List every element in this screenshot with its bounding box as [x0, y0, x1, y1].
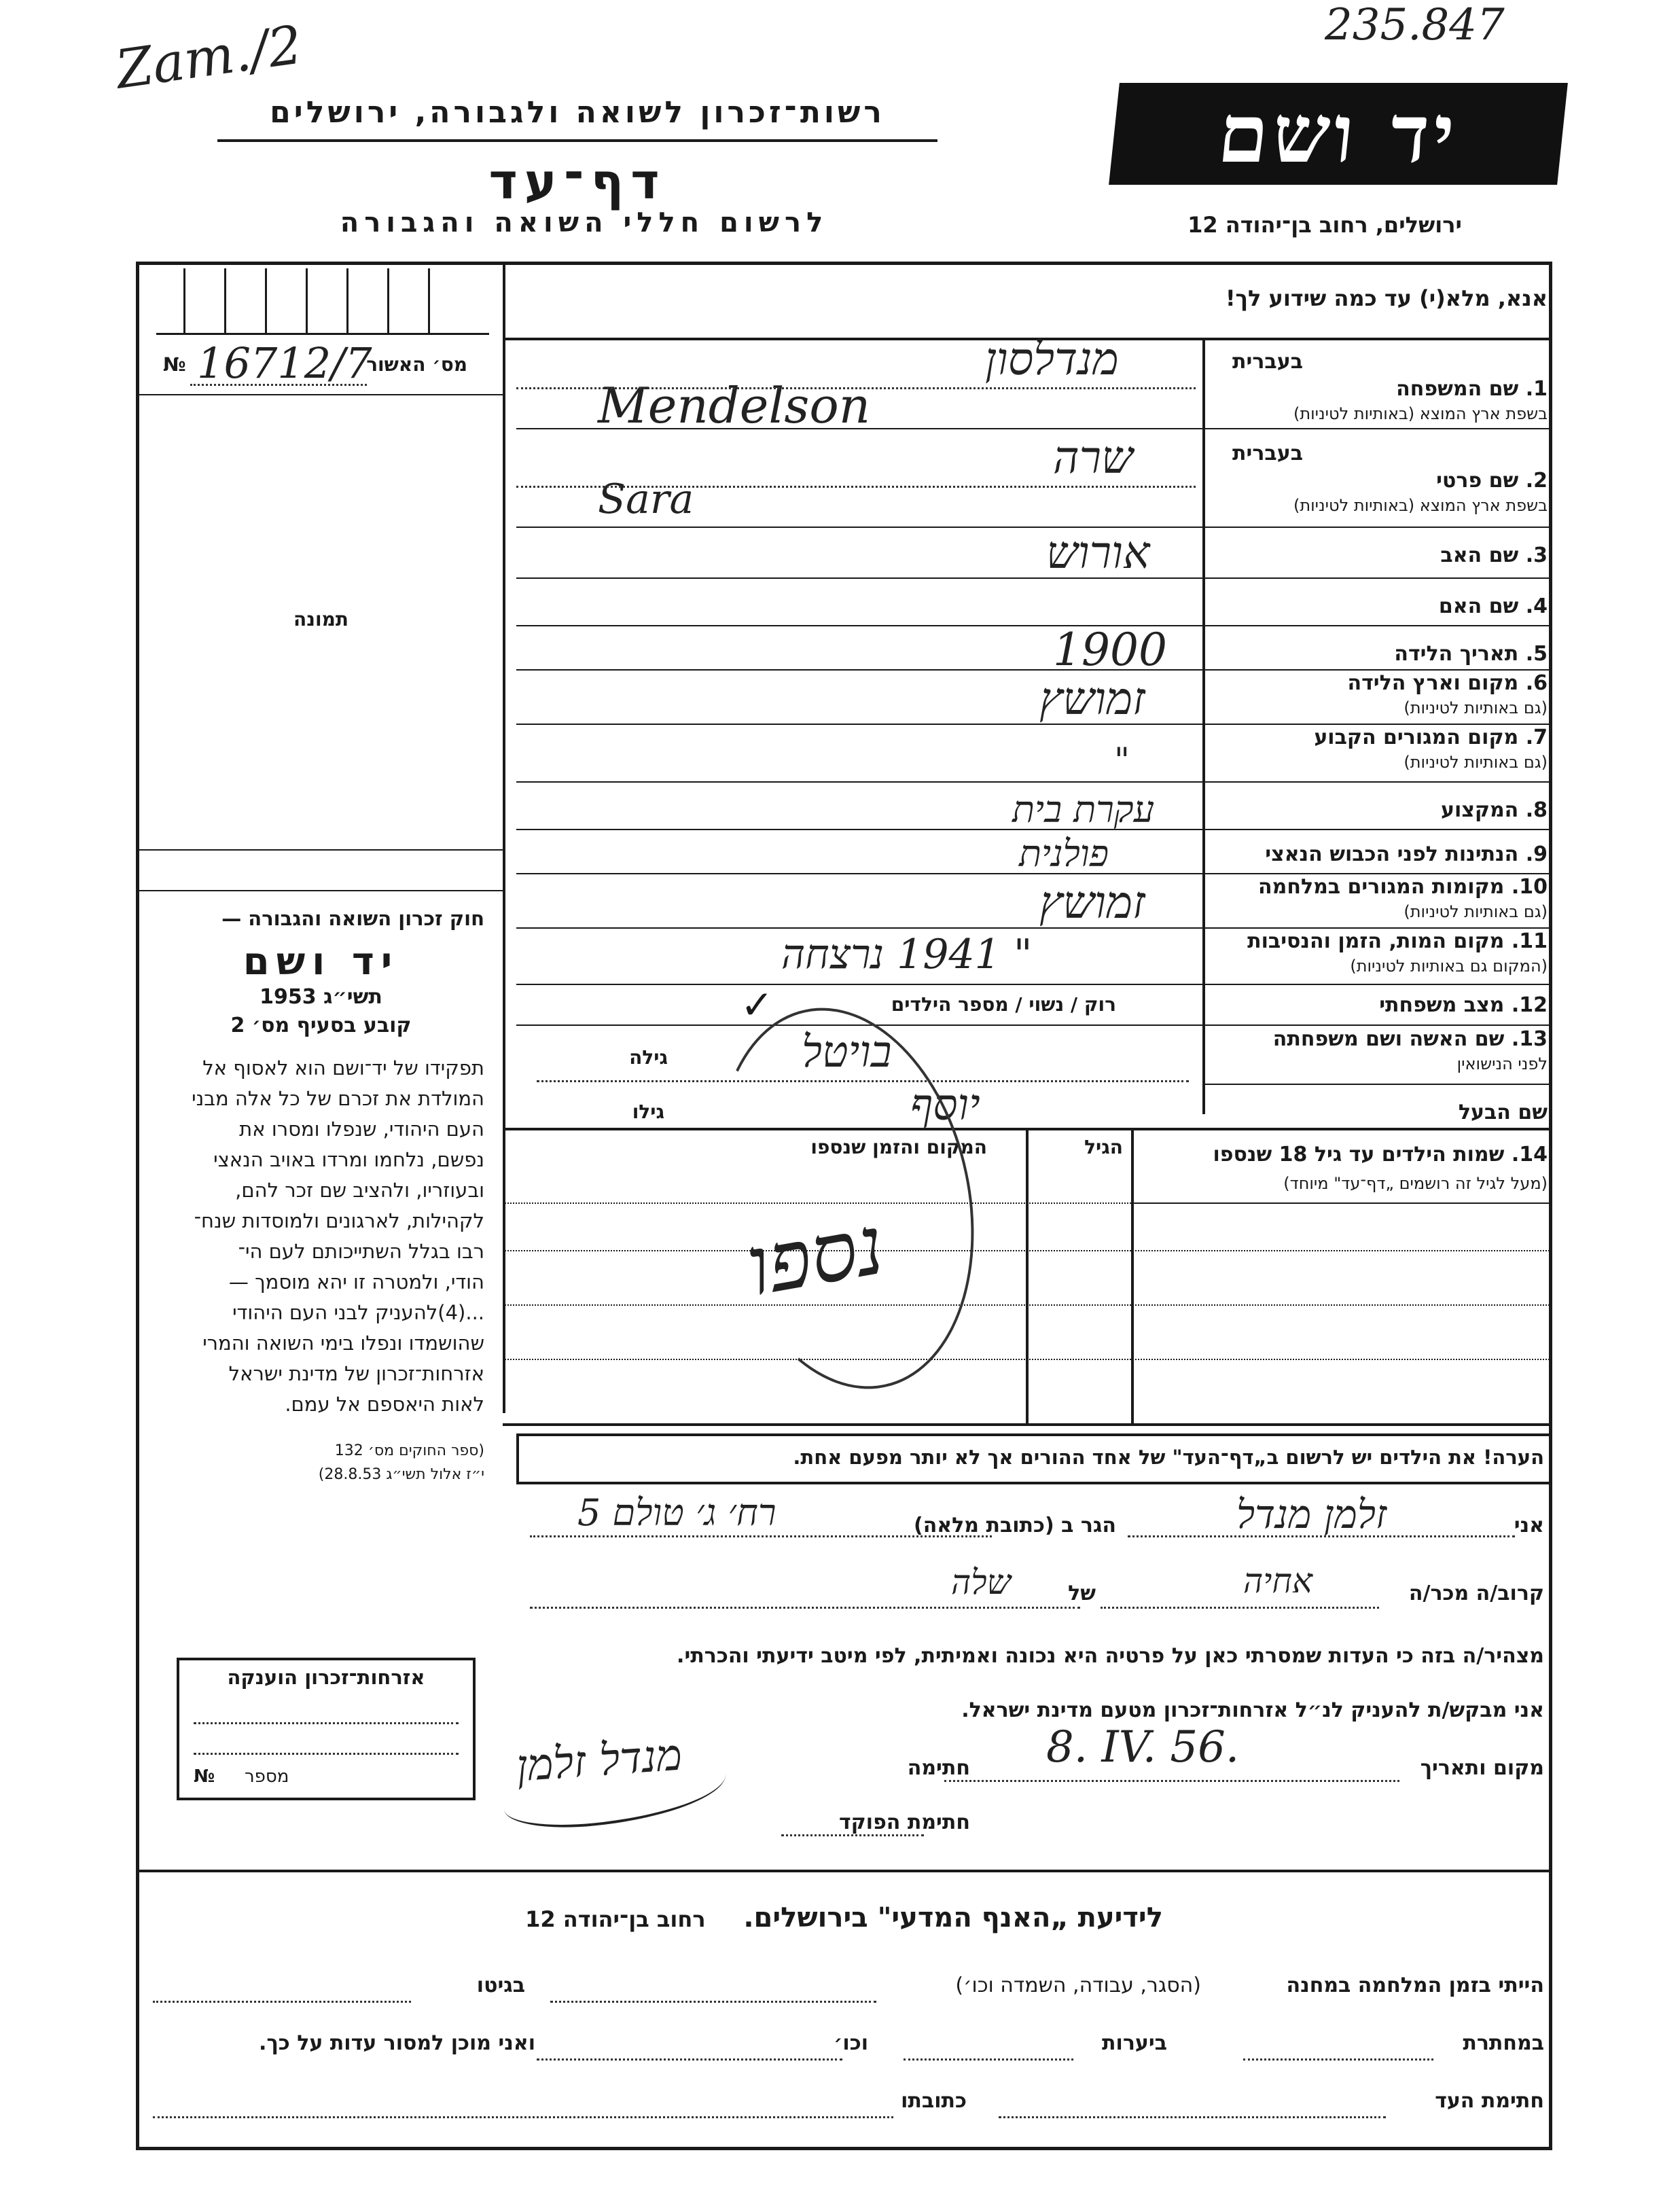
maiden-name-value[interactable]: בויטל — [802, 1027, 892, 1077]
law-text-line-7: רבו בגלל השתייכותם לעם הי־ — [238, 1240, 484, 1263]
field-13-label — [1273, 1027, 1548, 1051]
footer-forests-line — [904, 2058, 1073, 2061]
footer-testify-text: ואני מוכן למסור עדות על כך. — [259, 2031, 535, 2055]
yad-vashem-logo: יד ושם — [1109, 83, 1568, 185]
row-4-separator — [516, 625, 1552, 626]
left-column-divider — [503, 265, 505, 1413]
field-11-sub: (המקום גם באותיות לטיניות) — [1350, 957, 1548, 976]
place-date-value[interactable]: 8. IV. 56. — [1046, 1722, 1240, 1772]
intro-instruction: אנא, מלא(י) עד כמה שידוע לך! — [1225, 285, 1548, 311]
wife-age-label: גילה — [629, 1046, 668, 1069]
field-13-sub: לפני הנישואין — [1456, 1054, 1548, 1073]
law-text-line-4: נפשם, נלחמו ומרדו באויב הנאצי — [213, 1148, 484, 1171]
footer-ghetto-label: בגיטו — [476, 1974, 525, 1997]
row-3-separator — [516, 577, 1552, 579]
of-line — [530, 1607, 1080, 1609]
field-13-text: שם האשה ושם משפחתה — [1272, 1027, 1505, 1051]
husband-label: שם הבעל — [1458, 1101, 1548, 1124]
field-5-text: תאריך הלידה — [1394, 642, 1519, 666]
header-address: ירושלים, רחוב בן־יהודה 12 — [1187, 212, 1462, 238]
surname-latin[interactable]: Mendelson — [598, 377, 871, 434]
children-col-divider-1 — [1131, 1128, 1134, 1423]
row-5-separator — [516, 669, 1552, 671]
law-reference-2: י״ז אלול תשי״ג 28.8.53) — [318, 1466, 484, 1483]
footer-forests-label: ביערות — [1102, 2031, 1167, 2055]
footer-address-label: כתובתו — [901, 2089, 967, 2113]
children-sub: (מעל לגיל זה רושמים „דף־עד" מיוחד) — [1283, 1174, 1548, 1193]
law-text-line-11: אזרחות־זכרון של מדינת ישראל — [228, 1362, 484, 1385]
law-year: תשי״ג 1953 — [260, 985, 382, 1009]
law-text-line-12: לאות היאספם אל עמם. — [285, 1393, 484, 1416]
field-5-label — [1394, 642, 1548, 666]
note-text: הערה! את הילדים יש לרשום ב„דף־העד" של אחד ההורים אך לא יותר מפעם אחת. — [793, 1446, 1544, 1469]
children-label — [1213, 1143, 1548, 1166]
of-label: של — [1068, 1582, 1096, 1605]
relationship-value[interactable]: אחיה — [1243, 1561, 1313, 1601]
husband-name-value[interactable]: יוסף — [910, 1080, 980, 1130]
law-title: חוק זכרון השואה והגבורה — — [221, 907, 484, 930]
field-1-text: שם המשפחה — [1396, 377, 1519, 401]
field-8-text: המקצוע — [1440, 798, 1519, 822]
law-name: יד ושם — [243, 940, 399, 984]
field-3-label — [1440, 543, 1548, 567]
footer-ghetto-line — [153, 2001, 411, 2003]
declarant-name-value[interactable]: זלמן מנדל — [1236, 1491, 1387, 1537]
given-name-line — [516, 486, 1196, 488]
field-4-label — [1439, 594, 1548, 618]
place-date-line — [944, 1780, 1399, 1782]
row-11-separator — [516, 984, 1552, 985]
citizenship-line-1 — [194, 1722, 459, 1724]
field-9-number: 9. — [1525, 842, 1548, 866]
occupation-value[interactable]: עקרת בית — [1012, 788, 1155, 831]
field-13-number: 13. — [1511, 1027, 1548, 1051]
field-6-label — [1348, 671, 1548, 695]
org-underline — [217, 139, 937, 142]
field-8-label — [1441, 798, 1548, 822]
law-text-line-6: לקהילות, לארגונים ולמוסדות שנח־ — [194, 1209, 484, 1232]
photo-top-border — [139, 394, 503, 395]
declarant-ani: אני — [1514, 1514, 1544, 1537]
place-date-label: מקום ותאריך — [1420, 1756, 1544, 1780]
field-6-text: מקום וארץ הלידה — [1347, 671, 1519, 695]
birth-date-value[interactable]: 1900 — [1053, 624, 1167, 676]
footer-witness-signature-line — [999, 2116, 1386, 2118]
children-number: 14. — [1511, 1143, 1548, 1166]
law-text-line-1: תפקידו של יד־ושם הוא לאסוף אל — [202, 1056, 484, 1080]
footer-camp-label: הייתי בזמן המלחמה במחנה — [1286, 1974, 1544, 1997]
field-8-number: 8. — [1525, 798, 1548, 822]
officer-signature-line — [781, 1834, 924, 1836]
field-7-text: מקום המגורים הקבוע — [1314, 726, 1519, 749]
citizenship-line-2 — [194, 1753, 459, 1755]
law-text-line-10: שהושמדו ונפלו בימי השואה והמרי — [202, 1332, 484, 1355]
field-1-number: 1. — [1525, 377, 1548, 401]
photo-bottom-border — [139, 849, 503, 851]
approval-label: מס׳ האשור — [366, 353, 467, 376]
declaration-statement: מצהיר/ה בזה כי העדות שמסרתי כאן על פרטיה היא נכונה ואמיתית, לפי מיטב ידיעתי והכרתי. — [677, 1644, 1544, 1668]
footer-etc-line — [537, 2058, 842, 2061]
husband-age-label: גילו — [632, 1101, 664, 1123]
citizenship-granted-title: אזרחות־זכרון הוענקה — [227, 1666, 425, 1689]
children-col-divider-2 — [1026, 1128, 1029, 1423]
field-10-sub: (גם באותיות לטיניות) — [1404, 902, 1548, 921]
row-12-separator — [516, 1024, 1552, 1026]
perished-handwritten-mark: נספו — [740, 1198, 891, 1315]
field-7-label — [1314, 726, 1548, 749]
field-1-sub: בשפת ארץ המוצא (באותיות לטיניות) — [1293, 404, 1548, 423]
field-3-text: שם האב — [1440, 543, 1519, 567]
form-title: דף־עד — [488, 153, 666, 210]
birthplace-value[interactable]: זמושץ — [1039, 673, 1145, 725]
field-4-text: שם האם — [1438, 594, 1519, 618]
field-9-label — [1265, 842, 1548, 866]
law-reference-1: (ספר החוקים מס׳ 132 — [334, 1442, 484, 1459]
field-2-sub: בשפת ארץ המוצא (באותיות לטיניות) — [1293, 496, 1548, 515]
law-top-rule — [139, 890, 503, 891]
field-10-number: 10. — [1511, 875, 1548, 899]
form-subtitle: לרשום חללי השואה והגבורה — [340, 207, 829, 238]
children-row-4 — [503, 1359, 1552, 1360]
field-12-text: מצב משפחתי — [1379, 993, 1505, 1017]
law-text-line-9: ...(4)להעניק לבני העם היהודי — [232, 1301, 484, 1324]
field-2-number: 2. — [1525, 469, 1548, 493]
death-circumstances-value[interactable]: " 1941 נרצחה — [781, 931, 1033, 978]
children-col-age: הגיל — [1084, 1136, 1123, 1158]
field-10-label — [1258, 875, 1548, 899]
children-col-place: המקום והזמן שנספו — [810, 1136, 987, 1158]
citizenship-value[interactable]: פולנית — [1019, 832, 1109, 875]
approval-line — [190, 384, 367, 386]
row-7-separator — [516, 781, 1552, 783]
children-row-3 — [503, 1304, 1552, 1306]
lives-at-label: הגר ב (כתובת מלאה) — [913, 1514, 1116, 1537]
footer-camp-line — [550, 2001, 876, 2003]
field-6-sub: (גם באותיות לטיניות) — [1404, 698, 1548, 717]
handwritten-file-code: Zam./2 — [112, 14, 306, 101]
citizenship-request: אני מבקש/ת להעניק לנ״ל אזרחות־זכרון מטעם מדינת ישראל. — [961, 1698, 1544, 1722]
row-8-separator — [516, 829, 1552, 830]
children-row-2 — [503, 1250, 1552, 1251]
footer-camp-types: (הסגר, עבודה, השמדה וכו׳) — [955, 1974, 1201, 1997]
field-3-number: 3. — [1525, 543, 1548, 567]
children-header-separator — [1131, 1202, 1552, 1204]
surname-hebrew-line — [516, 387, 1196, 389]
footer-title-text: לידיעת „האנף המדעי" בירושלים. — [743, 1902, 1163, 1933]
address-line — [530, 1535, 992, 1537]
relationship-line — [1101, 1607, 1379, 1609]
lang-hebrew-2: בעברית — [1232, 442, 1303, 465]
law-text-line-3: העם היהודי, שנפלו ומסרו את — [239, 1118, 484, 1141]
citizenship-number-mark: № — [194, 1766, 215, 1787]
row-1-separator — [516, 428, 1552, 429]
row-9-separator — [516, 873, 1552, 874]
field-12-label — [1379, 993, 1548, 1017]
code-boxes — [156, 268, 489, 335]
declarant-signature[interactable]: מנדל זלמן — [514, 1730, 684, 1792]
handwritten-record-number: 235.847 — [1325, 0, 1505, 50]
marital-status-options[interactable]: רוק / נשוי / מספר הילדים — [891, 993, 1116, 1016]
children-text: שמות הילדים עד גיל 18 שנספו — [1213, 1143, 1505, 1166]
field-12-number: 12. — [1511, 993, 1548, 1017]
field-5-number: 5. — [1525, 642, 1548, 666]
footer-address: רחוב בן־יהודה 12 — [525, 1906, 706, 1932]
label-column-divider — [1202, 340, 1205, 1114]
approval-number-value[interactable]: 16712/7 — [197, 338, 372, 388]
marital-status-check-mark: ✓ — [740, 982, 774, 1028]
given-name-hebrew[interactable]: שרה — [1053, 431, 1133, 484]
given-name-latin[interactable]: Sara — [598, 476, 694, 523]
row-13-separator — [1202, 1084, 1552, 1085]
footer-etc-label: וכו׳ — [834, 2031, 868, 2055]
footer-underground-line — [1243, 2058, 1433, 2061]
declarant-name-line — [1128, 1535, 1515, 1537]
row-10-separator — [516, 927, 1552, 929]
field-10-text: מקומות המגורים במלחמה — [1258, 875, 1505, 899]
field-2-text: שם פרטי — [1436, 469, 1519, 493]
children-table-bottom — [503, 1423, 1552, 1426]
approval-no-mark: № — [163, 353, 186, 376]
footer-witness-signature-label: חתימת העד — [1435, 2089, 1544, 2113]
field-6-number: 6. — [1525, 671, 1548, 695]
footer-address-line — [153, 2116, 893, 2118]
footer-underground-label: במחתרת — [1463, 2031, 1544, 2055]
father-name-value[interactable]: אורוש — [1046, 527, 1150, 579]
law-text-line-2: המולדת את זכרם של כל אלה מבני — [192, 1087, 484, 1110]
organization-line: רשות־זכרון לשואה ולגבורה, ירושלים — [270, 95, 885, 130]
lang-hebrew-1: בעברית — [1232, 350, 1303, 374]
field-4-number: 4. — [1525, 594, 1548, 618]
field-7-sub: (גם באותיות לטיניות) — [1404, 753, 1548, 772]
of-value[interactable]: שלה — [951, 1563, 1012, 1602]
signature-label: חתימה — [907, 1756, 970, 1780]
declarant-address-value[interactable]: רח׳ ג׳ טולם 5 — [577, 1491, 776, 1534]
footer-title — [136, 1902, 1552, 1933]
field-11-label — [1247, 929, 1548, 953]
footer-separator — [136, 1870, 1552, 1872]
officer-signature-label: חתימת הפוקד — [839, 1811, 970, 1834]
field-2-label — [1436, 469, 1548, 493]
law-text-line-5: ובעוזריו, ולהציב שם זכר להם, — [235, 1179, 484, 1202]
surname-hebrew[interactable]: מנדלסון — [985, 333, 1119, 385]
law-text-line-8: הודי, ולמטרה זו יהא מוסמך — — [228, 1270, 484, 1294]
field-1-label — [1396, 377, 1548, 401]
field-7-number: 7. — [1525, 726, 1548, 749]
citizenship-number-label: מספר — [245, 1766, 289, 1787]
wartime-residence-value[interactable]: זמושץ — [1039, 876, 1145, 929]
relationship-label: קרוב/ה מכר/ה — [1408, 1582, 1544, 1605]
residence-value[interactable]: " — [1114, 741, 1130, 780]
field-11-number: 11. — [1511, 929, 1548, 953]
field-11-text: מקום המות, הזמן והנסיבות — [1247, 929, 1505, 953]
law-clause: קובע בסעיף מס׳ 2 — [230, 1014, 412, 1037]
photo-label: תמונה — [293, 608, 348, 630]
field-9-text: הנתינות לפני הכבוש הנאצי — [1265, 842, 1519, 866]
row-6-separator — [516, 724, 1552, 725]
row-2-separator — [516, 527, 1552, 528]
